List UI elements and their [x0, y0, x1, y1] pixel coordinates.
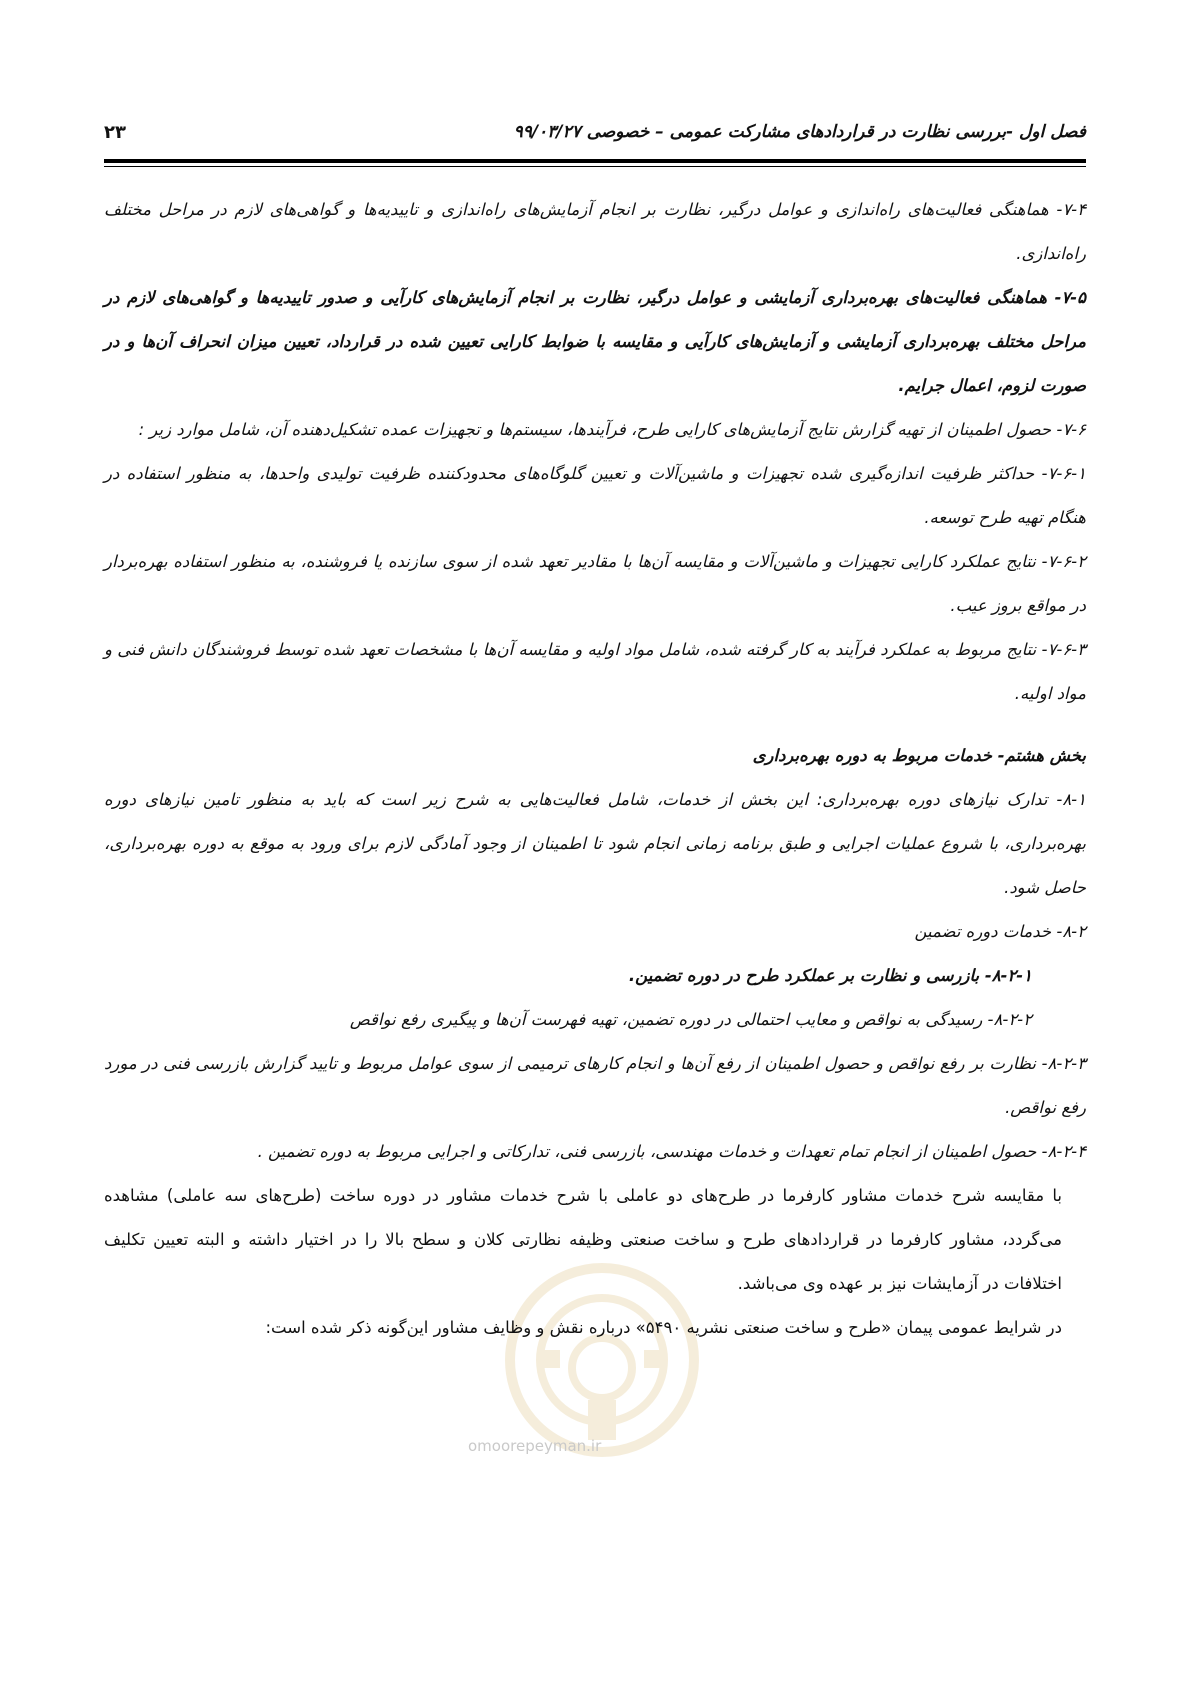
watermark-site-text: omoorepeyman.ir — [468, 1437, 602, 1455]
paragraph-8-2-3: ۸-۲-۳- نظارت بر رفع نواقص و حصول اطمینان از رفع آن‌ها و انجام کارهای ترمیمی از سوی عوامل مربوط و تایید گزارش بازرسی فنی در مورد رفع نواقص. — [104, 1054, 1086, 1117]
paragraph-7-6: ۷-۶- حصول اطمینان از تهیه گزارش نتایج آزمایش‌های کارایی طرح، فرآیندها، سیستم‌ها و تجهیزات عمده تشکیل‌دهنده آن، شامل موارد زیر : — [138, 420, 1086, 439]
document-body — [104, 188, 1086, 1350]
paragraph-7-6-3: ۷-۶-۳- نتایج مربوط به عملکرد فرآیند به کار گرفته شده، شامل مواد اولیه و مقایسه آن‌ها با مشخصات تعهد شده توسط فروشندگان دانش فنی و مواد اولیه. — [104, 640, 1086, 703]
paragraph-8-2: ۸-۲- خدمات دوره تضمین — [914, 922, 1086, 941]
paragraph-7-6-2: ۷-۶-۲- نتایج عملکرد کارایی تجهیزات و ماشین‌آلات و مقایسه آن‌ها با مقادیر تعهد شده از سوی سازنده یا فروشنده، به منظور استفاده بهره‌بردار در مواقع بروز عیب. — [104, 552, 1086, 615]
paragraph-7-4: ۷-۴- هماهنگی فعالیت‌های راه‌اندازی و عوامل درگیر، نظارت بر انجام آزمایش‌های راه‌اندازی و تاییدیه‌ها و گواهی‌های لازم در مراحل مختلف راه‌اندازی. — [104, 200, 1086, 263]
page-number: ۲۳ — [104, 122, 126, 143]
paragraph-8-2-4: ۸-۲-۴- حصول اطمینان از انجام تمام تعهدات و خدمات مهندسی، بازرسی فنی، تدارکاتی و اجرایی مربوط به دوره تضمین . — [257, 1142, 1086, 1161]
section-heading: بخش هشتم- خدمات مربوط به دوره بهره‌برداری — [752, 746, 1086, 765]
closing-sentence: در شرایط عمومی پیمان «طرح و ساخت صنعتی نشریه ۵۴۹۰» درباره نقش و وظایف مشاور این‌گونه ذکر شده است: — [265, 1318, 1062, 1337]
closing-paragraph: با مقایسه شرح خدمات مشاور کارفرما در طرح‌های دو عاملی با شرح خدمات مشاور در دوره ساخت (طرح‌های سه عاملی) مشاهده می‌گردد، مشاور کارفرما در قراردادهای طرح و ساخت صنعتی وظیفه نظارتی کلان و سطح بالا را در اختیار داشته و البته تعیین تکلیف اختلافات در آزمایشات نیز بر عهده وی می‌باشد. — [104, 1186, 1062, 1293]
paragraph-7-6-1: ۷-۶-۱- حداکثر ظرفیت اندازه‌گیری شده تجهیزات و ماشین‌آلات و تعیین گلوگاه‌های محدودکننده ظرفیت تولیدی واحدها، به منظور استفاده در هنگام تهیه طرح توسعه. — [104, 464, 1086, 527]
paragraph-7-5: ۷-۵- هماهنگی فعالیت‌های بهره‌برداری آزمایشی و عوامل درگیر، نظارت بر انجام آزمایش‌های کارآیی و صدور تاییدیه‌ها و گواهی‌های لازم در مراحل مختلف بهره‌برداری آزمایشی و آزمایش‌های کارآیی و مقایسه با ضوابط کارایی تعیین شده در قرارداد، تعیین میزان انحراف آن‌ها و در صورت لزوم، اعمال جرایم. — [104, 288, 1086, 395]
paragraph-8-2-2: ۸-۲-۲- رسیدگی به نواقص و معایب احتمالی در دوره تضمین، تهیه فهرست آن‌ها و پیگیری رفع نواقص — [349, 1010, 1032, 1029]
header-rule-thick — [104, 159, 1086, 163]
header-title: فصل اول -بررسی نظارت در قراردادهای مشارکت عمومی – خصوصی ۹۹/۰۳/۲۷ — [513, 122, 1086, 142]
page-header — [104, 120, 1086, 154]
paragraph-8-2-1: ۸-۲-۱- بازرسی و نظارت بر عملکرد طرح در دوره تضمین. — [628, 966, 1032, 985]
paragraph-8-1: ۸-۱- تدارک نیازهای دوره بهره‌برداری: این بخش از خدمات، شامل فعالیت‌هایی به شرح زیر است که باید به منظور تامین نیازهای دوره بهره‌برداری، با شروع عملیات اجرایی و طبق برنامه زمانی انجام شود تا اطمینان از وجود آمادگی لازم برای ورود به موقع به دوره بهره‌برداری، حاصل شود. — [104, 790, 1086, 897]
header-rule-thin — [104, 166, 1086, 167]
